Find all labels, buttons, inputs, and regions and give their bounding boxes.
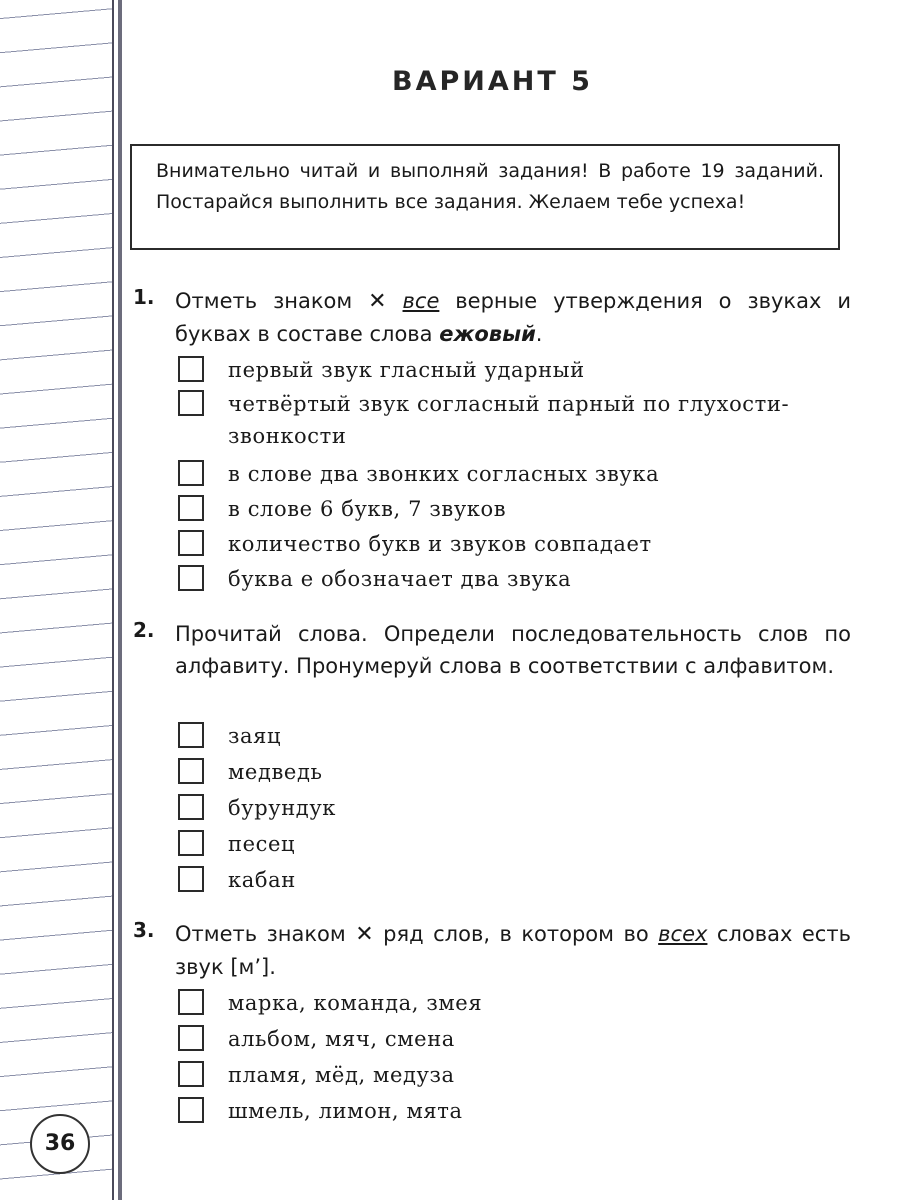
option: медведь [178, 754, 838, 790]
answer-checkbox[interactable] [178, 530, 204, 556]
number-box[interactable] [178, 758, 204, 784]
answer-checkbox[interactable] [178, 565, 204, 591]
number-box[interactable] [178, 794, 204, 820]
option: в слове 6 букв, 7 звуков [178, 491, 838, 526]
option: пламя, мёд, медуза [178, 1057, 838, 1093]
task-text: Отметь знаком ✕ все верные утверждения о звуках и буквах в составе слова ежовый. [175, 289, 851, 346]
page-title: ВАРИАНТ 5 [392, 66, 593, 97]
cross-mark-icon: ✕ [368, 289, 387, 314]
task-number: 3. [133, 918, 155, 942]
instructions-box: Внимательно читай и выполняй задания! В работе 19 заданий. Постарайся выполнить все задания. Желаем тебе успеха! [130, 144, 840, 250]
option: шмель, лимон, мята [178, 1093, 838, 1129]
page-number: 36 [30, 1114, 90, 1174]
option: песец [178, 826, 838, 862]
option: количество букв и звуков совпадает [178, 526, 838, 561]
option: заяц [178, 718, 838, 754]
cross-mark-icon: ✕ [355, 922, 374, 947]
answer-checkbox[interactable] [178, 1097, 204, 1123]
task-number: 2. [133, 618, 155, 642]
task-text: Отметь знаком ✕ ряд слов, в котором во всех словах есть звук [м’]. [175, 922, 851, 979]
option: четвёртый звук согласный парный по глухости-звонкости [178, 386, 838, 456]
answer-checkbox[interactable] [178, 495, 204, 521]
option: альбом, мяч, смена [178, 1021, 838, 1057]
task-3-options [178, 985, 838, 1129]
task-1-options [178, 352, 838, 596]
answer-checkbox[interactable] [178, 390, 204, 416]
margin-ruling [0, 0, 114, 1200]
task-number: 1. [133, 285, 155, 309]
target-word: ежовый [439, 322, 536, 346]
emphasis-word: всех [658, 922, 708, 946]
answer-checkbox[interactable] [178, 989, 204, 1015]
option: буква е обозначает два звука [178, 561, 838, 596]
option: в слове два звонких согласных звука [178, 456, 838, 491]
task-2-options [178, 718, 838, 898]
answer-checkbox[interactable] [178, 356, 204, 382]
option: первый звук гласный ударный [178, 352, 838, 386]
number-box[interactable] [178, 830, 204, 856]
number-box[interactable] [178, 866, 204, 892]
option: кабан [178, 862, 838, 898]
task-text: Прочитай слова. Определи последовательность слов по алфавиту. Пронумеруй слова в соответствии с алфавитом. [175, 622, 851, 678]
option: бурундук [178, 790, 838, 826]
number-box[interactable] [178, 722, 204, 748]
answer-checkbox[interactable] [178, 1025, 204, 1051]
emphasis-word: все [402, 289, 440, 313]
option: марка, команда, змея [178, 985, 838, 1021]
answer-checkbox[interactable] [178, 460, 204, 486]
answer-checkbox[interactable] [178, 1061, 204, 1087]
